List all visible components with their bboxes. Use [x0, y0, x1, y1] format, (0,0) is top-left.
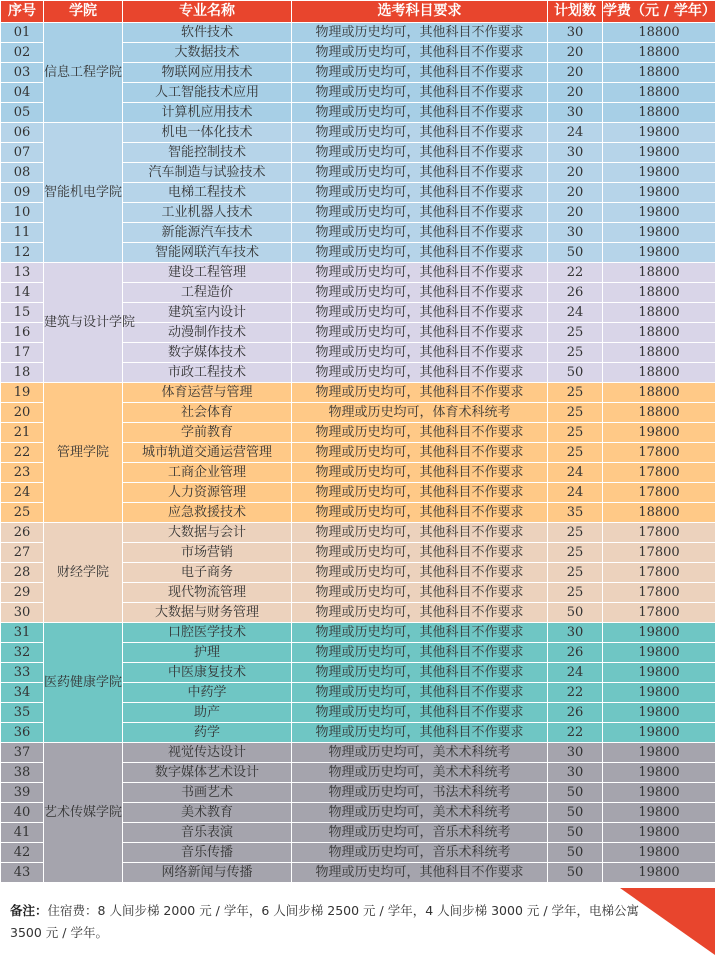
tuition-fee: 19800 — [603, 203, 716, 223]
tuition-fee: 17800 — [603, 603, 716, 623]
plan-count: 25 — [548, 383, 603, 403]
subject-requirement: 物理或历史均可，美术术科统考 — [292, 743, 548, 763]
tuition-fee: 19800 — [603, 143, 716, 163]
major-name: 市场营销 — [123, 543, 292, 563]
major-name: 中医康复技术 — [123, 663, 292, 683]
major-name: 机电一体化技术 — [123, 123, 292, 143]
row-seq: 04 — [1, 83, 44, 103]
plan-count: 50 — [548, 843, 603, 863]
row-seq: 22 — [1, 443, 44, 463]
tuition-fee: 19800 — [603, 763, 716, 783]
row-seq: 33 — [1, 663, 44, 683]
subject-requirement: 物理或历史均可，其他科目不作要求 — [292, 283, 548, 303]
row-seq: 30 — [1, 603, 44, 623]
subject-requirement: 物理或历史均可，其他科目不作要求 — [292, 663, 548, 683]
subject-requirement: 物理或历史均可，音乐术科统考 — [292, 843, 548, 863]
college-name: 信息工程学院 — [44, 23, 123, 123]
major-name: 计算机应用技术 — [123, 103, 292, 123]
header-fee: 学费（元 / 学年） — [603, 1, 716, 23]
row-seq: 21 — [1, 423, 44, 443]
row-seq: 39 — [1, 783, 44, 803]
row-seq: 09 — [1, 183, 44, 203]
tuition-fee: 19800 — [603, 843, 716, 863]
plan-count: 26 — [548, 283, 603, 303]
tuition-fee: 19800 — [603, 223, 716, 243]
subject-requirement: 物理或历史均可，其他科目不作要求 — [292, 243, 548, 263]
row-seq: 24 — [1, 483, 44, 503]
major-name: 市政工程技术 — [123, 363, 292, 383]
tuition-fee: 17800 — [603, 483, 716, 503]
tuition-fee: 19800 — [603, 823, 716, 843]
plan-count: 22 — [548, 723, 603, 743]
header-plan: 计划数 — [548, 1, 603, 23]
tuition-fee: 19800 — [603, 683, 716, 703]
plan-count: 25 — [548, 443, 603, 463]
major-name: 人力资源管理 — [123, 483, 292, 503]
plan-count: 26 — [548, 703, 603, 723]
row-seq: 36 — [1, 723, 44, 743]
plan-count: 50 — [548, 603, 603, 623]
major-name: 建设工程管理 — [123, 263, 292, 283]
major-name: 电子商务 — [123, 563, 292, 583]
tuition-fee: 18800 — [603, 23, 716, 43]
row-seq: 42 — [1, 843, 44, 863]
table-body — [1, 23, 716, 883]
subject-requirement: 物理或历史均可，其他科目不作要求 — [292, 183, 548, 203]
plan-count: 30 — [548, 623, 603, 643]
tuition-fee: 17800 — [603, 463, 716, 483]
subject-requirement: 物理或历史均可，其他科目不作要求 — [292, 303, 548, 323]
subject-requirement: 物理或历史均可，其他科目不作要求 — [292, 23, 548, 43]
row-seq: 12 — [1, 243, 44, 263]
row-seq: 11 — [1, 223, 44, 243]
subject-requirement: 物理或历史均可，其他科目不作要求 — [292, 563, 548, 583]
major-name: 书画艺术 — [123, 783, 292, 803]
row-seq: 35 — [1, 703, 44, 723]
tuition-fee: 19800 — [603, 743, 716, 763]
tuition-fee: 18800 — [603, 303, 716, 323]
subject-requirement: 物理或历史均可，其他科目不作要求 — [292, 263, 548, 283]
row-seq: 27 — [1, 543, 44, 563]
row-seq: 31 — [1, 623, 44, 643]
subject-requirement: 物理或历史均可，其他科目不作要求 — [292, 483, 548, 503]
row-seq: 03 — [1, 63, 44, 83]
row-seq: 25 — [1, 503, 44, 523]
plan-count: 25 — [548, 323, 603, 343]
row-seq: 10 — [1, 203, 44, 223]
plan-count: 26 — [548, 643, 603, 663]
row-seq: 08 — [1, 163, 44, 183]
major-name: 学前教育 — [123, 423, 292, 443]
major-name: 工商企业管理 — [123, 463, 292, 483]
plan-count: 35 — [548, 503, 603, 523]
plan-count: 25 — [548, 423, 603, 443]
major-name: 美术教育 — [123, 803, 292, 823]
tuition-fee: 18800 — [603, 83, 716, 103]
row-seq: 18 — [1, 363, 44, 383]
tuition-fee: 18800 — [603, 403, 716, 423]
major-name: 动漫制作技术 — [123, 323, 292, 343]
subject-requirement: 物理或历史均可，美术术科统考 — [292, 803, 548, 823]
subject-requirement: 物理或历史均可，其他科目不作要求 — [292, 463, 548, 483]
plan-count: 20 — [548, 43, 603, 63]
row-seq: 28 — [1, 563, 44, 583]
plan-count: 20 — [548, 183, 603, 203]
row-seq: 01 — [1, 23, 44, 43]
subject-requirement: 物理或历史均可，其他科目不作要求 — [292, 43, 548, 63]
college-name: 艺术传媒学院 — [44, 743, 123, 883]
tuition-fee: 19800 — [603, 623, 716, 643]
tuition-fee: 19800 — [603, 783, 716, 803]
note-label: 备注： — [10, 903, 48, 918]
row-seq: 13 — [1, 263, 44, 283]
plan-count: 25 — [548, 543, 603, 563]
plan-count: 50 — [548, 823, 603, 843]
subject-requirement: 物理或历史均可，其他科目不作要求 — [292, 323, 548, 343]
plan-count: 25 — [548, 343, 603, 363]
major-name: 助产 — [123, 703, 292, 723]
major-name: 社会体育 — [123, 403, 292, 423]
subject-requirement: 物理或历史均可，其他科目不作要求 — [292, 623, 548, 643]
tuition-fee: 17800 — [603, 583, 716, 603]
tuition-fee: 19800 — [603, 703, 716, 723]
table-row — [1, 523, 716, 543]
major-name: 人工智能技术应用 — [123, 83, 292, 103]
plan-count: 30 — [548, 103, 603, 123]
major-name: 新能源汽车技术 — [123, 223, 292, 243]
row-seq: 07 — [1, 143, 44, 163]
tuition-fee: 19800 — [603, 663, 716, 683]
college-name: 智能机电学院 — [44, 123, 123, 263]
tuition-fee: 17800 — [603, 523, 716, 543]
subject-requirement: 物理或历史均可，其他科目不作要求 — [292, 143, 548, 163]
subject-requirement: 物理或历史均可，其他科目不作要求 — [292, 83, 548, 103]
plan-count: 24 — [548, 123, 603, 143]
tuition-fee: 18800 — [603, 63, 716, 83]
college-name: 建筑与设计学院 — [44, 263, 123, 383]
plan-count: 25 — [548, 403, 603, 423]
major-name: 智能网联汽车技术 — [123, 243, 292, 263]
plan-count: 50 — [548, 863, 603, 883]
tuition-fee: 18800 — [603, 283, 716, 303]
row-seq: 20 — [1, 403, 44, 423]
note-text: 住宿费：8 人间步梯 2000 元 / 学年，6 人间步梯 2500 元 / 学年，4 人间步梯 3000 元 / 学年，电梯公寓 3500 元 / 学年。 — [10, 903, 640, 940]
major-name: 音乐表演 — [123, 823, 292, 843]
major-name: 应急救援技术 — [123, 503, 292, 523]
major-name: 大数据技术 — [123, 43, 292, 63]
major-name: 视觉传达设计 — [123, 743, 292, 763]
row-seq: 26 — [1, 523, 44, 543]
plan-count: 30 — [548, 223, 603, 243]
major-name: 电梯工程技术 — [123, 183, 292, 203]
tuition-fee: 19800 — [603, 723, 716, 743]
major-name: 数字媒体艺术设计 — [123, 763, 292, 783]
plan-count: 30 — [548, 763, 603, 783]
major-name: 药学 — [123, 723, 292, 743]
note — [10, 900, 660, 944]
plan-count: 30 — [548, 743, 603, 763]
row-seq: 15 — [1, 303, 44, 323]
tuition-fee: 19800 — [603, 863, 716, 883]
subject-requirement: 物理或历史均可，其他科目不作要求 — [292, 863, 548, 883]
major-name: 汽车制造与试验技术 — [123, 163, 292, 183]
major-name: 大数据与会计 — [123, 523, 292, 543]
tuition-fee: 19800 — [603, 423, 716, 443]
major-name: 城市轨道交通运营管理 — [123, 443, 292, 463]
subject-requirement: 物理或历史均可，体育术科统考 — [292, 403, 548, 423]
major-name: 口腔医学技术 — [123, 623, 292, 643]
subject-requirement: 物理或历史均可，其他科目不作要求 — [292, 523, 548, 543]
row-seq: 23 — [1, 463, 44, 483]
tuition-fee: 18800 — [603, 323, 716, 343]
plan-count: 30 — [548, 23, 603, 43]
row-seq: 32 — [1, 643, 44, 663]
plan-count: 22 — [548, 683, 603, 703]
row-seq: 02 — [1, 43, 44, 63]
subject-requirement: 物理或历史均可，其他科目不作要求 — [292, 723, 548, 743]
major-name: 护理 — [123, 643, 292, 663]
table-row — [1, 123, 716, 143]
tuition-fee: 18800 — [603, 43, 716, 63]
row-seq: 06 — [1, 123, 44, 143]
subject-requirement: 物理或历史均可，书法术科统考 — [292, 783, 548, 803]
subject-requirement: 物理或历史均可，其他科目不作要求 — [292, 443, 548, 463]
subject-requirement: 物理或历史均可，其他科目不作要求 — [292, 223, 548, 243]
major-name: 建筑室内设计 — [123, 303, 292, 323]
row-seq: 29 — [1, 583, 44, 603]
header-seq: 序号 — [1, 1, 44, 23]
subject-requirement: 物理或历史均可，其他科目不作要求 — [292, 203, 548, 223]
row-seq: 16 — [1, 323, 44, 343]
tuition-fee: 18800 — [603, 103, 716, 123]
row-seq: 17 — [1, 343, 44, 363]
table-row — [1, 383, 716, 403]
row-seq: 34 — [1, 683, 44, 703]
subject-requirement: 物理或历史均可，其他科目不作要求 — [292, 123, 548, 143]
major-name: 体育运营与管理 — [123, 383, 292, 403]
row-seq: 38 — [1, 763, 44, 783]
subject-requirement: 物理或历史均可，其他科目不作要求 — [292, 363, 548, 383]
plan-count: 24 — [548, 483, 603, 503]
subject-requirement: 物理或历史均可，其他科目不作要求 — [292, 683, 548, 703]
row-seq: 14 — [1, 283, 44, 303]
tuition-fee: 18800 — [603, 503, 716, 523]
subject-requirement: 物理或历史均可，其他科目不作要求 — [292, 103, 548, 123]
table-header-row — [1, 1, 716, 23]
row-seq: 43 — [1, 863, 44, 883]
plan-count: 30 — [548, 143, 603, 163]
subject-requirement: 物理或历史均可，美术术科统考 — [292, 763, 548, 783]
subject-requirement: 物理或历史均可，其他科目不作要求 — [292, 583, 548, 603]
plan-count: 20 — [548, 83, 603, 103]
subject-requirement: 物理或历史均可，其他科目不作要求 — [292, 603, 548, 623]
major-name: 工业机器人技术 — [123, 203, 292, 223]
major-name: 中药学 — [123, 683, 292, 703]
major-name: 智能控制技术 — [123, 143, 292, 163]
major-name: 现代物流管理 — [123, 583, 292, 603]
subject-requirement: 物理或历史均可，其他科目不作要求 — [292, 703, 548, 723]
tuition-fee: 17800 — [603, 443, 716, 463]
subject-requirement: 物理或历史均可，其他科目不作要求 — [292, 163, 548, 183]
tuition-fee: 18800 — [603, 363, 716, 383]
major-name: 音乐传播 — [123, 843, 292, 863]
tuition-fee: 19800 — [603, 183, 716, 203]
tuition-fee: 19800 — [603, 123, 716, 143]
subject-requirement: 物理或历史均可，其他科目不作要求 — [292, 343, 548, 363]
college-name: 医药健康学院 — [44, 623, 123, 743]
tuition-fee: 17800 — [603, 543, 716, 563]
subject-requirement: 物理或历史均可，其他科目不作要求 — [292, 643, 548, 663]
plan-count: 25 — [548, 583, 603, 603]
plan-count: 22 — [548, 263, 603, 283]
major-name: 网络新闻与传播 — [123, 863, 292, 883]
header-college: 学院 — [44, 1, 123, 23]
table-row — [1, 623, 716, 643]
subject-requirement: 物理或历史均可，其他科目不作要求 — [292, 503, 548, 523]
header-requirement: 选考科目要求 — [292, 1, 548, 23]
plan-count: 50 — [548, 243, 603, 263]
row-seq: 19 — [1, 383, 44, 403]
college-name: 管理学院 — [44, 383, 123, 523]
plan-count: 20 — [548, 63, 603, 83]
row-seq: 41 — [1, 823, 44, 843]
header-major: 专业名称 — [123, 1, 292, 23]
plan-count: 24 — [548, 463, 603, 483]
plan-count: 50 — [548, 803, 603, 823]
subject-requirement: 物理或历史均可，音乐术科统考 — [292, 823, 548, 843]
table-row — [1, 743, 716, 763]
tuition-fee: 19800 — [603, 163, 716, 183]
subject-requirement: 物理或历史均可，其他科目不作要求 — [292, 543, 548, 563]
major-name: 工程造价 — [123, 283, 292, 303]
tuition-fee: 19800 — [603, 243, 716, 263]
plan-count: 25 — [548, 523, 603, 543]
table-row — [1, 263, 716, 283]
row-seq: 05 — [1, 103, 44, 123]
tuition-fee: 19800 — [603, 803, 716, 823]
tuition-fee: 18800 — [603, 343, 716, 363]
major-name: 软件技术 — [123, 23, 292, 43]
row-seq: 40 — [1, 803, 44, 823]
subject-requirement: 物理或历史均可，其他科目不作要求 — [292, 423, 548, 443]
major-name: 数字媒体技术 — [123, 343, 292, 363]
plan-count: 25 — [548, 563, 603, 583]
row-seq: 37 — [1, 743, 44, 763]
major-name: 物联网应用技术 — [123, 63, 292, 83]
plan-count: 20 — [548, 203, 603, 223]
plan-count: 50 — [548, 363, 603, 383]
major-name: 大数据与财务管理 — [123, 603, 292, 623]
plan-count: 24 — [548, 303, 603, 323]
subject-requirement: 物理或历史均可，其他科目不作要求 — [292, 63, 548, 83]
plan-count: 50 — [548, 783, 603, 803]
tuition-fee: 18800 — [603, 383, 716, 403]
plan-count: 20 — [548, 163, 603, 183]
table-row — [1, 23, 716, 43]
subject-requirement: 物理或历史均可，其他科目不作要求 — [292, 383, 548, 403]
tuition-fee: 18800 — [603, 263, 716, 283]
college-name: 财经学院 — [44, 523, 123, 623]
tuition-fee: 19800 — [603, 643, 716, 663]
plan-count: 24 — [548, 663, 603, 683]
tuition-fee: 17800 — [603, 563, 716, 583]
